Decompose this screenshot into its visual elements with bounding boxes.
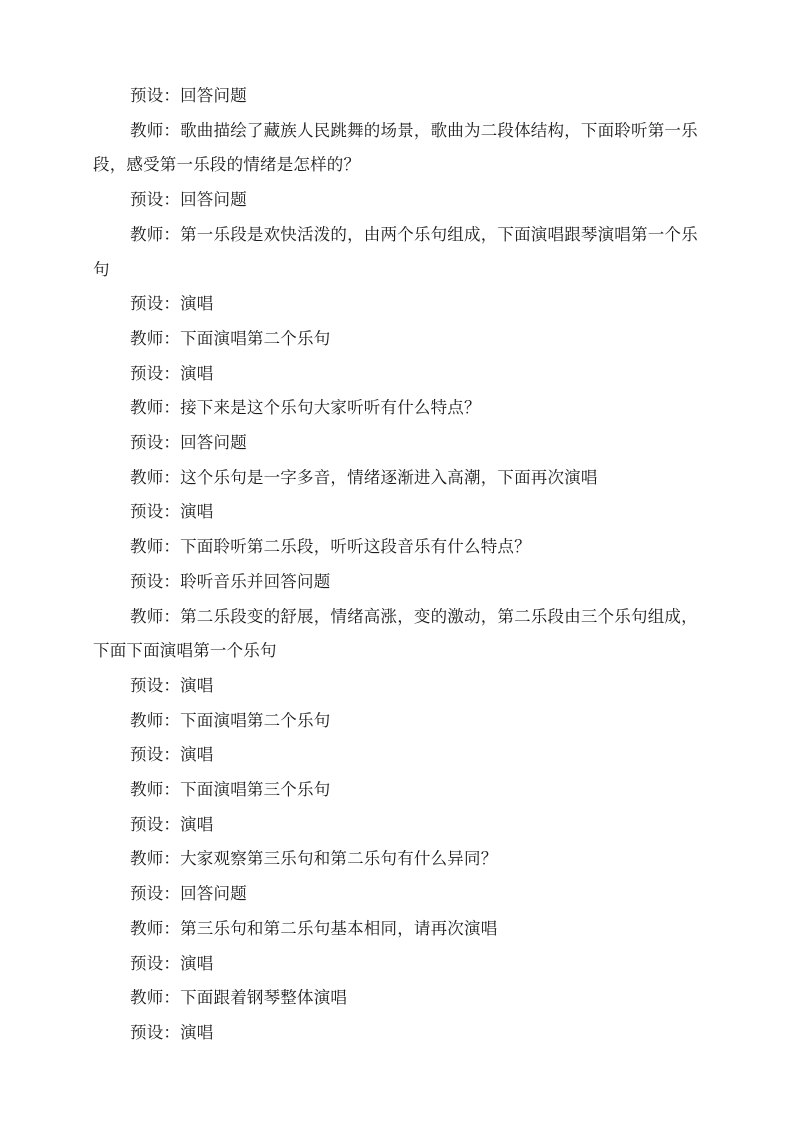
- paragraph-preset: 预设：回答问题: [130, 433, 247, 453]
- paragraph-teacher: 教师：下面聆听第二乐段，听听这段音乐有什么特点？: [130, 537, 531, 557]
- paragraph-teacher: 教师：下面跟着钢琴整体演唱: [130, 988, 348, 1008]
- paragraph-teacher: 教师：这个乐句是一字多音，情绪逐渐进入高潮，下面再次演唱: [130, 467, 598, 487]
- paragraph-preset: 预设：聆听音乐并回答问题: [130, 571, 331, 591]
- paragraph-teacher: 教师：大家观察第三乐句和第二乐句有什么异同？: [130, 849, 498, 869]
- paragraph-teacher: 教师：下面演唱第三个乐句: [130, 780, 331, 800]
- paragraph-teacher: 教师：第二乐段变的舒展，情绪高涨，变的激动，第二乐段由三个乐句组成，下面下面演唱第一个乐句: [93, 606, 698, 661]
- paragraph-preset: 预设：演唱: [130, 675, 214, 695]
- paragraph-teacher: 教师：下面演唱第二个乐句: [130, 328, 331, 348]
- paragraph-teacher: 教师：接下来是这个乐句大家听听有什么特点？: [130, 398, 481, 418]
- paragraph-preset: 预设：演唱: [130, 953, 214, 973]
- paragraph-preset: 预设：演唱: [130, 1022, 214, 1042]
- paragraph-preset: 预设：演唱: [130, 363, 214, 383]
- paragraph-teacher: 教师：第一乐段是欢快活泼的，由两个乐句组成，下面演唱跟琴演唱第一个乐句: [93, 224, 698, 279]
- paragraph-teacher: 教师：下面演唱第二个乐句: [130, 710, 331, 730]
- paragraph-teacher: 教师：歌曲描绘了藏族人民跳舞的场景，歌曲为二段体结构，下面聆听第一乐段，感受第一乐段的情绪是怎样的？: [93, 120, 698, 175]
- paragraph-teacher: 教师：第三乐句和第二乐句基本相同，请再次演唱: [130, 918, 498, 938]
- paragraph-preset: 预设：演唱: [130, 745, 214, 765]
- paragraph-preset: 预设：演唱: [130, 814, 214, 834]
- paragraph-preset: 预设：演唱: [130, 294, 214, 314]
- paragraph-preset: 预设：演唱: [130, 502, 214, 522]
- paragraph-preset: 预设：回答问题: [130, 190, 247, 210]
- paragraph-preset: 预设：回答问题: [130, 86, 247, 105]
- paragraph-preset: 预设：回答问题: [130, 884, 247, 904]
- lesson-dialogue: [93, 79, 713, 1051]
